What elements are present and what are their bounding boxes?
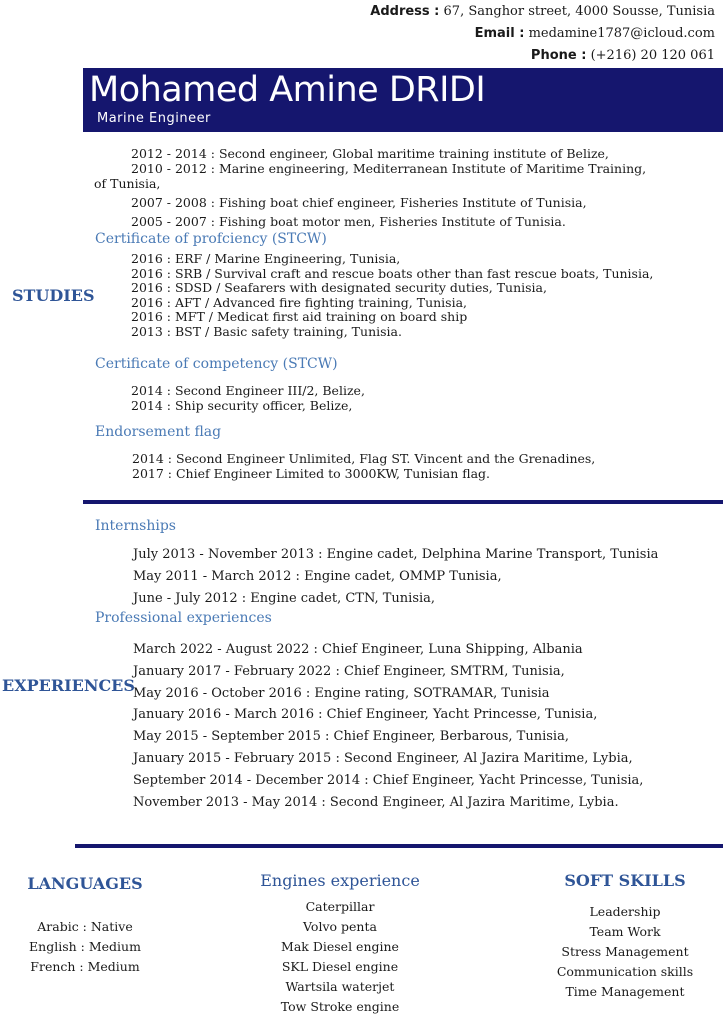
- proficiency-item: 2016 : MFT / Medicat first aid training on board ship: [131, 309, 468, 325]
- proficiency-item: 2016 : SRB / Survival craft and rescue boats other than fast rescue boats, Tunisia,: [131, 265, 654, 281]
- soft-skill-item: Communication skills: [556, 964, 694, 979]
- phone-key: Phone :: [530, 48, 587, 63]
- proficiency-item: 2013 : BST / Basic safety training, Tunisia.: [131, 323, 402, 339]
- language-item: English : Medium: [29, 939, 141, 954]
- soft-skill-item: Time Management: [565, 984, 685, 999]
- experiences-label: EXPERIENCES: [2, 676, 135, 695]
- soft-skills-heading: SOFT SKILLS: [564, 871, 686, 890]
- education-item: of Tunisia,: [94, 176, 161, 191]
- internship-item: June - July 2012 : Engine cadet, CTN, Tunisia,: [133, 590, 436, 606]
- internship-item: May 2011 - March 2012 : Engine cadet, OMMP Tunisia,: [133, 568, 502, 584]
- job-title: Marine Engineer: [97, 111, 211, 126]
- endorsement-item: 2014 : Second Engineer Unlimited, Flag ST. Vincent and the Grenadines,: [132, 451, 596, 466]
- competency-list: [131, 384, 365, 413]
- soft-skill-item: Leadership: [589, 904, 661, 919]
- experience-item: January 2016 - March 2016 : Chief Engineer, Yacht Princesse, Tunisia,: [133, 707, 598, 723]
- language-item: Arabic : Native: [37, 919, 133, 934]
- experience-item: January 2017 - February 2022 : Chief Engineer, SMTRM, Tunisia,: [133, 663, 565, 679]
- proficiency-heading: Certificate of profciency (STCW): [95, 231, 327, 247]
- engine-item: SKL Diesel engine: [281, 959, 399, 974]
- contact-block: [370, 1, 715, 67]
- email-key: Email :: [474, 26, 525, 41]
- phone-value: (+216) 20 120 061: [590, 48, 715, 63]
- endorsement-list: [132, 452, 595, 481]
- proficiency-list: [131, 252, 653, 340]
- competency-heading: Certificate of competency (STCW): [95, 356, 338, 372]
- language-item: French : Medium: [30, 959, 140, 974]
- phone-line: [370, 45, 715, 67]
- experience-item: September 2014 - December 2014 : Chief Engineer, Yacht Princesse, Tunisia,: [133, 772, 644, 788]
- languages-list: [10, 917, 160, 977]
- experience-item: November 2013 - May 2014 : Second Engineer, Al Jazira Maritime, Lybia.: [133, 794, 619, 810]
- studies-label: STUDIES: [12, 286, 95, 305]
- endorsement-heading: Endorsement flag: [95, 424, 222, 440]
- section-divider: [83, 500, 723, 504]
- proficiency-item: 2016 : ERF / Marine Engineering, Tunisia,: [131, 251, 401, 266]
- address-line: [370, 1, 715, 23]
- education-list: [94, 146, 647, 229]
- competency-item: 2014 : Second Engineer III/2, Belize,: [131, 383, 365, 398]
- competency-item: 2014 : Ship security officer, Belize,: [131, 397, 353, 413]
- address-value: 67, Sanghor street, 4000 Sousse, Tunisia: [443, 4, 715, 19]
- engine-item: Mak Diesel engine: [281, 939, 399, 954]
- engine-item: Volvo penta: [303, 919, 377, 934]
- internship-item: July 2013 - November 2013 : Engine cadet, Delphina Marine Transport, Tunisia: [133, 547, 659, 562]
- engine-item: Tow Stroke engine: [280, 999, 400, 1014]
- education-item: 2007 - 2008 : Fishing boat chief engineer, Fisheries Institute of Tunisia,: [131, 195, 587, 210]
- experience-item: May 2015 - September 2015 : Chief Engineer, Berbarous, Tunisia,: [133, 729, 569, 745]
- email-value[interactable]: medamine1787@icloud.com: [528, 26, 715, 41]
- languages-heading: LANGUAGES: [27, 874, 143, 893]
- person-name: Mohamed Amine DRIDI: [89, 70, 486, 110]
- endorsement-item: 2017 : Chief Engineer Limited to 3000KW, Tunisian flag.: [132, 465, 491, 481]
- proficiency-item: 2016 : SDSD / Seafarers with designated security duties, Tunisia,: [131, 280, 547, 296]
- engine-item: Wartsila waterjet: [285, 979, 395, 994]
- education-item: 2005 - 2007 : Fishing boat motor men, Fisheries Institute of Tunisia.: [131, 214, 566, 229]
- soft-skill-item: Stress Management: [561, 944, 689, 959]
- internships-heading: Internships: [95, 518, 176, 534]
- professional-heading: Professional experiences: [95, 610, 272, 626]
- engines-heading: Engines experience: [260, 871, 420, 890]
- address-key: Address :: [370, 4, 440, 19]
- education-item: 2012 - 2014 : Second engineer, Global maritime training institute of Belize,: [131, 146, 609, 161]
- section-divider: [75, 844, 723, 848]
- experience-item: May 2016 - October 2016 : Engine rating, SOTRAMAR, Tunisia: [133, 685, 550, 701]
- engines-list: [245, 897, 435, 1017]
- internships-list: [133, 544, 658, 609]
- education-item: 2010 - 2012 : Marine engineering, Mediterranean Institute of Maritime Training,: [131, 161, 647, 176]
- engine-item: Caterpillar: [305, 899, 375, 914]
- soft-skills-list: [540, 902, 710, 1002]
- proficiency-item: 2016 : AFT / Advanced fire fighting training, Tunisia,: [131, 294, 468, 310]
- experience-item: March 2022 - August 2022 : Chief Engineer, Luna Shipping, Albania: [133, 642, 583, 657]
- soft-skill-item: Team Work: [589, 924, 661, 939]
- experience-item: January 2015 - February 2015 : Second Engineer, Al Jazira Maritime, Lybia,: [133, 750, 633, 766]
- name-banner: [83, 68, 723, 132]
- email-line: [370, 23, 715, 45]
- professional-list: [133, 639, 643, 813]
